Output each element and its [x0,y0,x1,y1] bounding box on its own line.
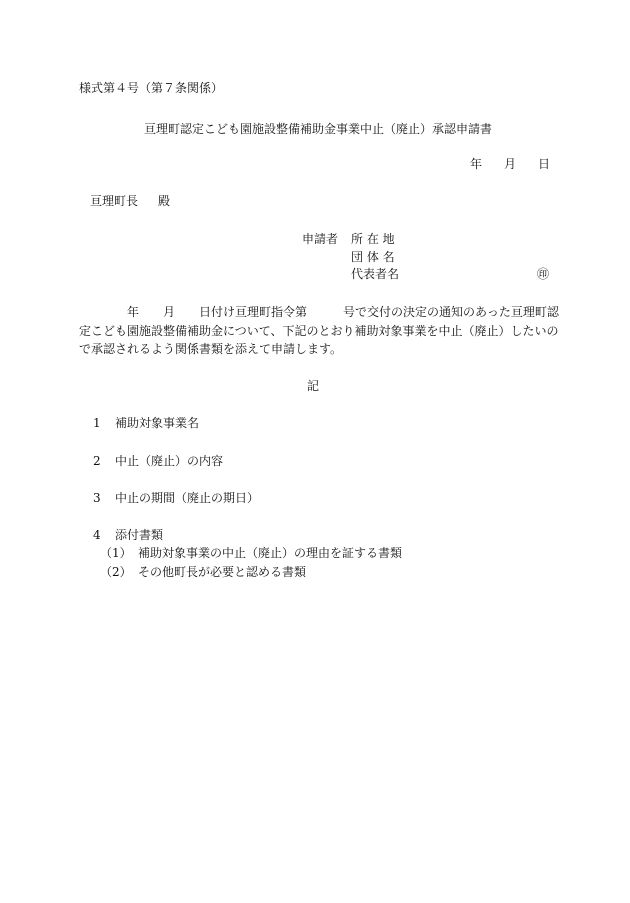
date-line [470,156,550,172]
seal-mark: ㊞ [537,267,550,281]
applicant-address-label: 所 在 地 [351,232,395,246]
item-number: 1 [93,416,101,430]
applicant-group-label: 団 体 名 [351,250,395,264]
list-item [93,415,199,431]
document-title: 亘理町認定こども園施設整備補助金事業中止（廃止）承認申請書 [144,122,493,136]
ki-heading: 記 [307,379,320,393]
date-month-label: 月 [503,157,516,171]
item-number: 2 [93,454,101,468]
body-line-2: 定こども園施設整備補助金について、下記のとおり補助対象事業を中止（廃止）したいの [79,323,559,338]
item-label: 中止の期間（廃止の期日） [115,491,260,505]
list-item [93,527,163,543]
body-line-3: で承認されるよう関係書類を添えて申請します。 [79,342,343,356]
date-day-label: 日 [537,157,550,171]
form-number: 様式第４号（第７条関係） [79,81,224,95]
body-paragraph [79,303,559,359]
attachment-label: 補助対象事業の中止（廃止）の理由を証する書類 [138,546,403,560]
body-line-1: 年 月 日付け亘理町指令第 号で交付の決定の通知のあった亘理町認 [79,305,559,319]
item-number: 4 [93,528,101,542]
applicant-representative-label: 代表者名 [351,267,400,281]
addressee-name: 亘理町長 [90,194,139,208]
list-item [93,453,223,469]
item-label: 補助対象事業名 [115,416,200,430]
attachment-number: （1） [100,546,132,560]
item-label: 中止（廃止）の内容 [115,454,224,468]
applicant-role: 申請者 [302,232,339,246]
item-number: 3 [93,491,101,505]
addressee-honorific: 殿 [158,194,171,208]
attachment-item [100,564,306,580]
attachment-number: （2） [100,565,132,579]
addressee [90,193,170,209]
date-year-label: 年 [470,157,483,171]
list-item [93,490,259,506]
attachment-item [100,545,402,561]
attachment-label: その他町長が必要と認める書類 [138,565,307,579]
item-label: 添付書類 [115,528,164,542]
